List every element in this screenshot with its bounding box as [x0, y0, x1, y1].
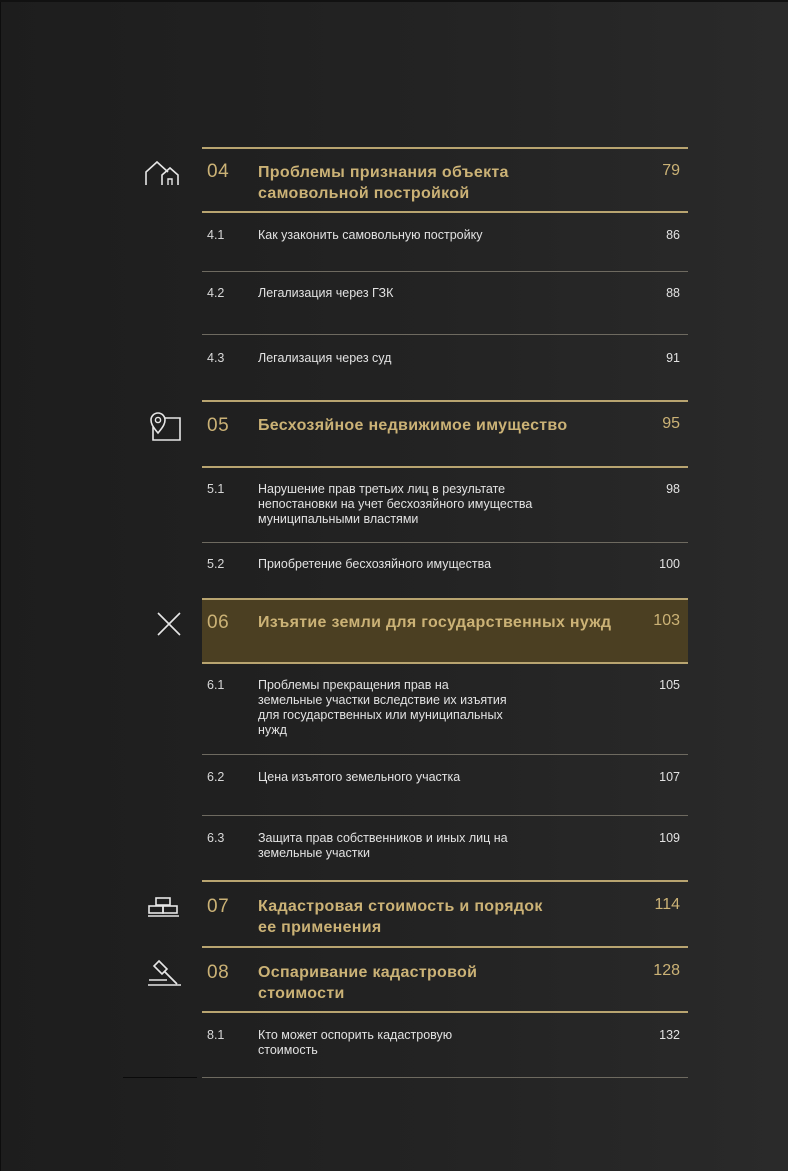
divider [202, 542, 688, 543]
subsection-page: 86 [666, 228, 680, 242]
divider [202, 815, 688, 816]
section-title[interactable]: Проблемы признания объекта самовольной постройкой [258, 164, 509, 202]
section-page: 103 [653, 612, 680, 629]
subsection-page: 100 [659, 557, 680, 571]
subsection-title[interactable]: Нарушение прав третьих лиц в результате непостановки на учет бесхозяйного имущества муниципальными властями [258, 482, 533, 526]
subsection-page: 91 [666, 351, 680, 365]
divider [202, 211, 688, 213]
map-pin-icon [149, 411, 183, 441]
section-page: 114 [654, 896, 680, 913]
divider [202, 1011, 688, 1013]
subsection-page: 132 [659, 1028, 680, 1042]
divider [202, 946, 688, 948]
section-page: 79 [662, 162, 680, 179]
divider [202, 662, 688, 664]
subsection-number: 4.2 [207, 286, 225, 300]
house-icon [145, 160, 181, 186]
subsection-page: 105 [659, 678, 680, 692]
section-title[interactable]: Бесхозяйное недвижимое имущество [258, 417, 568, 434]
subsection-number: 5.2 [207, 557, 225, 571]
subsection-page: 98 [666, 482, 680, 496]
subsection-number: 4.3 [207, 351, 225, 365]
subsection-title[interactable]: Цена изъятого земельного участка [258, 770, 461, 784]
section-number: 07 [207, 896, 230, 917]
section-number: 08 [207, 962, 230, 983]
bricks-icon [147, 896, 181, 918]
subsection-page: 107 [659, 770, 680, 784]
cross-icon [156, 611, 182, 637]
divider [202, 1077, 688, 1078]
divider [202, 400, 688, 402]
subsection-number: 8.1 [207, 1028, 225, 1042]
section-number: 05 [207, 415, 230, 436]
subsection-page: 109 [659, 831, 680, 845]
divider [202, 334, 688, 335]
gavel-icon [147, 958, 183, 988]
section-title[interactable]: Кадастровая стоимость и порядок ее применения [258, 898, 543, 936]
divider [202, 147, 688, 149]
section-number: 06 [207, 612, 230, 633]
divider [123, 1077, 197, 1078]
subsection-title[interactable]: Легализация через ГЗК [258, 286, 394, 300]
subsection-title[interactable]: Приобретение бесхозяйного имущества [258, 557, 492, 571]
subsection-number: 6.2 [207, 770, 225, 784]
subsection-title[interactable]: Защита прав собственников и иных лиц на земельные участки [258, 831, 508, 860]
subsection-number: 6.1 [207, 678, 225, 692]
divider [202, 754, 688, 755]
divider [202, 271, 688, 272]
section-number: 04 [207, 161, 230, 182]
subsection-number: 5.1 [207, 482, 225, 496]
subsection-title[interactable]: Кто может оспорить кадастровую стоимость [258, 1028, 453, 1057]
subsection-page: 88 [666, 286, 680, 300]
section-title[interactable]: Оспаривание кадастровой стоимости [258, 964, 478, 1002]
section-page: 128 [653, 962, 680, 979]
divider [202, 880, 688, 882]
subsection-title[interactable]: Легализация через суд [258, 351, 392, 365]
subsection-title[interactable]: Как узаконить самовольную постройку [258, 228, 483, 242]
subsection-number: 4.1 [207, 228, 225, 242]
section-page: 95 [662, 415, 680, 432]
subsection-number: 6.3 [207, 831, 225, 845]
subsection-title[interactable]: Проблемы прекращения прав на земельные участки вследствие их изъятия для государственных или муниципальных нужд [258, 678, 507, 737]
divider [202, 466, 688, 468]
section-title[interactable]: Изъятие земли для государственных нужд [258, 614, 612, 631]
